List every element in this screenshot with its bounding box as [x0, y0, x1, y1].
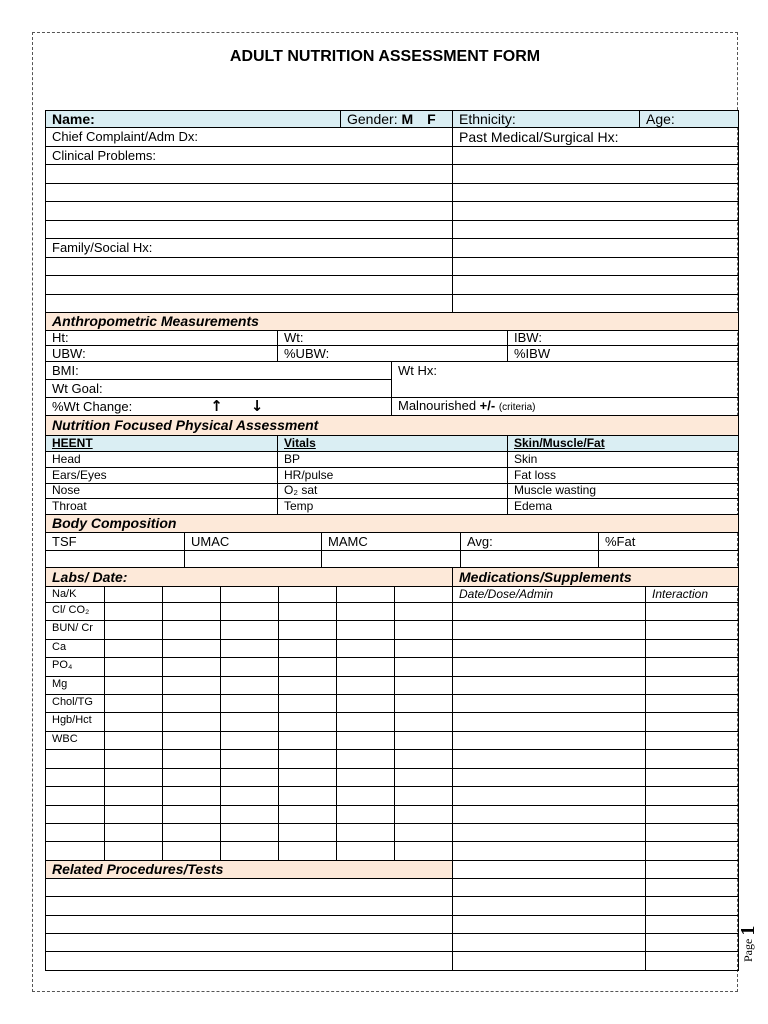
procedures-title: Related Procedures/Tests: [46, 860, 453, 878]
page-number: 1: [737, 925, 759, 936]
lab-blank-row: [46, 842, 739, 860]
lab-value-cell: [163, 713, 221, 731]
blank-cell: [46, 165, 453, 183]
lab-value-cell: [105, 824, 163, 842]
bmi-label: BMI:: [46, 362, 392, 380]
lab-row: [46, 639, 739, 657]
form-title: ADULT NUTRITION ASSESSMENT FORM: [229, 48, 541, 65]
pct-fat-label: %Fat: [599, 533, 739, 551]
medication-interaction-cell: [646, 713, 739, 731]
lab-label-cell: Na/K: [46, 586, 105, 602]
history-row: [46, 202, 739, 220]
pct-wt-change-label: %Wt Change:: [52, 399, 133, 415]
medication-date-cell: [453, 658, 646, 676]
medication-interaction-cell: [646, 787, 739, 805]
blank-cell: [453, 220, 739, 238]
lab-value-cell: [221, 695, 279, 713]
lab-value-cell: [279, 658, 337, 676]
lab-value-cell: [105, 639, 163, 657]
lab-value-cell: [337, 676, 395, 694]
heent-item: Throat: [46, 498, 278, 514]
anthropometric-row: [46, 346, 739, 362]
blank-cell: [322, 551, 461, 568]
history-row: [46, 294, 739, 312]
lab-value-cell: [279, 713, 337, 731]
medication-interaction-cell: [646, 695, 739, 713]
lab-value-cell: [105, 602, 163, 620]
body-composition-row: [46, 533, 739, 551]
page-number-label: [739, 912, 759, 962]
clinical-problems-label: Clinical Problems:: [46, 147, 453, 165]
labs-header-row: [46, 568, 739, 586]
lab-value-cell: [163, 768, 221, 786]
blank-cell: [453, 202, 739, 220]
skin-item: Edema: [508, 498, 739, 514]
procedure-row: [46, 897, 739, 915]
lab-value-cell: [279, 602, 337, 620]
lab-value-cell: [337, 639, 395, 657]
procedure-row: [46, 915, 739, 933]
ethnicity-label: Ethnicity:: [459, 110, 516, 127]
lab-row: [46, 658, 739, 676]
medication-date-cell: [453, 787, 646, 805]
blank-cell: [453, 257, 739, 275]
medication-date-cell: [453, 897, 646, 915]
lab-label-cell: [46, 842, 105, 860]
medication-interaction-cell: [646, 676, 739, 694]
procedure-cell: [46, 897, 453, 915]
lab-value-cell: [105, 695, 163, 713]
procedures-body: [46, 860, 739, 970]
history-row: [46, 220, 739, 238]
labs-body: [46, 586, 739, 860]
medication-interaction-cell: [646, 621, 739, 639]
ibw-label: IBW:: [508, 331, 739, 346]
lab-value-cell: [395, 658, 453, 676]
name-label: Name:: [52, 110, 95, 127]
lab-value-cell: [279, 842, 337, 860]
skin-item: Muscle wasting: [508, 483, 739, 498]
lab-value-cell: [279, 787, 337, 805]
lab-value-cell: [105, 750, 163, 768]
medication-date-cell: [453, 952, 646, 970]
procedure-row: [46, 934, 739, 952]
procedure-cell: [46, 915, 453, 933]
medication-date-cell: [453, 860, 646, 878]
medication-date-cell: [453, 713, 646, 731]
lab-label-cell: [46, 787, 105, 805]
arrow-up-icon: ↑: [210, 397, 223, 416]
anthropometric-title: Anthropometric Measurements: [46, 313, 739, 331]
blank-cell: [599, 551, 739, 568]
anthropometric-row: [46, 331, 739, 346]
arrow-down-icon: ↓: [250, 397, 264, 416]
lab-value-cell: [163, 658, 221, 676]
lab-value-cell: [395, 676, 453, 694]
lab-label-cell: [46, 750, 105, 768]
blank-cell: [46, 220, 453, 238]
medication-interaction-cell: [646, 658, 739, 676]
lab-value-cell: [395, 842, 453, 860]
lab-value-cell: [163, 787, 221, 805]
procedure-cell: [46, 934, 453, 952]
medication-date-cell: [453, 824, 646, 842]
lab-value-cell: [221, 842, 279, 860]
lab-row: [46, 621, 739, 639]
lab-label-cell: Ca: [46, 639, 105, 657]
lab-value-cell: [221, 824, 279, 842]
lab-value-cell: [163, 695, 221, 713]
lab-row: [46, 713, 739, 731]
lab-value-cell: [221, 676, 279, 694]
anthropometric-table: [45, 313, 739, 417]
lab-value-cell: [163, 750, 221, 768]
lab-value-cell: [163, 639, 221, 657]
lab-label-cell: BUN/ Cr: [46, 621, 105, 639]
history-row: [46, 147, 739, 165]
lab-value-cell: [221, 586, 279, 602]
procedure-cell: [46, 952, 453, 970]
lab-value-cell: [395, 731, 453, 749]
procedure-row: [46, 878, 739, 896]
labs-header-group: [46, 568, 739, 586]
age-label: Age:: [646, 110, 675, 127]
lab-value-cell: [221, 731, 279, 749]
lab-value-cell: [279, 639, 337, 657]
ubw-label: UBW:: [46, 346, 278, 362]
lab-value-cell: [105, 713, 163, 731]
lab-value-cell: [337, 824, 395, 842]
lab-blank-row: [46, 805, 739, 823]
blank-cell: [453, 239, 739, 257]
lab-value-cell: [337, 768, 395, 786]
lab-value-cell: [337, 586, 395, 602]
lab-value-cell: [163, 602, 221, 620]
anthropometric-row: [46, 362, 739, 380]
medication-interaction-cell: [646, 934, 739, 952]
lab-value-cell: [163, 842, 221, 860]
medication-date-cell: [453, 805, 646, 823]
lab-value-cell: [337, 731, 395, 749]
past-medical-label: Past Medical/Surgical Hx:: [453, 128, 739, 147]
medication-date-cell: [453, 915, 646, 933]
medication-interaction-cell: [646, 602, 739, 620]
blank-cell: [46, 183, 453, 201]
anthropometric-header-row: [46, 313, 739, 331]
lab-row: [46, 731, 739, 749]
lab-value-cell: [395, 768, 453, 786]
lab-value-cell: [279, 731, 337, 749]
vitals-item: Temp: [278, 498, 508, 514]
lab-value-cell: [105, 586, 163, 602]
lab-row: [46, 586, 739, 602]
heent-header: HEENT: [46, 435, 278, 451]
lab-label-cell: Mg: [46, 676, 105, 694]
malnourished-label: Malnourished: [398, 397, 477, 413]
medication-date-dose-header: Date/Dose/Admin: [453, 586, 646, 602]
medication-interaction-cell: [646, 824, 739, 842]
lab-value-cell: [163, 805, 221, 823]
medication-date-cell: [453, 639, 646, 657]
wt-change-cell: [46, 398, 392, 416]
medication-interaction-cell: [646, 768, 739, 786]
medication-interaction-cell: [646, 915, 739, 933]
lab-label-cell: Hgb/Hct: [46, 713, 105, 731]
blank-cell: [453, 165, 739, 183]
vitals-item: BP: [278, 451, 508, 467]
tsf-label: TSF: [46, 533, 185, 551]
lab-value-cell: [395, 586, 453, 602]
wt-label: Wt:: [278, 331, 508, 346]
vitals-header: Vitals: [278, 435, 508, 451]
lab-value-cell: [163, 731, 221, 749]
lab-row: [46, 695, 739, 713]
lab-value-cell: [279, 750, 337, 768]
medication-interaction-cell: [646, 750, 739, 768]
medication-interaction-cell: [646, 805, 739, 823]
lab-value-cell: [221, 787, 279, 805]
name-cell: [46, 111, 341, 128]
lab-value-cell: [279, 768, 337, 786]
lab-value-cell: [105, 676, 163, 694]
procedures-header-row: [46, 860, 739, 878]
criteria-label: (criteria): [498, 401, 536, 413]
skin-item: Fat loss: [508, 467, 739, 483]
blank-cell: [461, 551, 599, 568]
medication-interaction-cell: [646, 897, 739, 915]
lab-value-cell: [395, 805, 453, 823]
physical-assessment-row: [46, 498, 739, 514]
gender-label: Gender:: [347, 110, 398, 127]
medication-interaction-cell: [646, 639, 739, 657]
lab-value-cell: [395, 824, 453, 842]
wt-goal-label: Wt Goal:: [46, 380, 392, 398]
skin-item: Skin: [508, 451, 739, 467]
avg-label: Avg:: [461, 533, 599, 551]
heent-item: Ears/Eyes: [46, 467, 278, 483]
pct-ibw-label: %IBW: [508, 346, 739, 362]
patient-history-table: [45, 110, 739, 313]
vitals-item: O₂ sat: [278, 483, 508, 498]
blank-cell: [185, 551, 322, 568]
lab-value-cell: [221, 750, 279, 768]
lab-value-cell: [279, 805, 337, 823]
medication-date-cell: [453, 602, 646, 620]
anthropometric-row: [46, 398, 739, 416]
lab-value-cell: [337, 602, 395, 620]
history-row: [46, 257, 739, 275]
lab-value-cell: [221, 621, 279, 639]
patient-header-row: [46, 111, 739, 128]
medication-interaction-cell: [646, 878, 739, 896]
lab-label-cell: Cl/ CO₂: [46, 602, 105, 620]
physical-assessment-row: [46, 451, 739, 467]
labs-title: Labs/ Date:: [46, 568, 453, 586]
lab-value-cell: [337, 750, 395, 768]
physical-assessment-header-row: [46, 416, 739, 435]
lab-blank-row: [46, 787, 739, 805]
lab-value-cell: [279, 695, 337, 713]
lab-value-cell: [163, 586, 221, 602]
blank-cell: [453, 147, 739, 165]
history-row: [46, 128, 739, 147]
lab-value-cell: [395, 713, 453, 731]
lab-value-cell: [105, 842, 163, 860]
lab-value-cell: [337, 621, 395, 639]
blank-cell: [46, 202, 453, 220]
history-row: [46, 239, 739, 257]
body-composition-title: Body Composition: [46, 515, 739, 533]
lab-value-cell: [337, 695, 395, 713]
lab-value-cell: [105, 787, 163, 805]
lab-label-cell: Chol/TG: [46, 695, 105, 713]
lab-value-cell: [221, 713, 279, 731]
lab-value-cell: [221, 639, 279, 657]
lab-value-cell: [221, 768, 279, 786]
history-row: [46, 165, 739, 183]
lab-value-cell: [395, 695, 453, 713]
medication-date-cell: [453, 750, 646, 768]
heent-item: Head: [46, 451, 278, 467]
blank-cell: [46, 276, 453, 294]
physical-assessment-row: [46, 483, 739, 498]
lab-row: [46, 676, 739, 694]
lab-value-cell: [279, 824, 337, 842]
mamc-label: MAMC: [322, 533, 461, 551]
history-row: [46, 276, 739, 294]
physical-assessment-table: [45, 416, 739, 515]
lab-value-cell: [105, 768, 163, 786]
ethnicity-cell: [453, 111, 640, 128]
lab-value-cell: [163, 621, 221, 639]
lab-blank-row: [46, 750, 739, 768]
plus-minus-label: +/-: [479, 397, 496, 413]
body-composition-row: [46, 551, 739, 568]
lab-value-cell: [279, 676, 337, 694]
body-composition-header-row: [46, 515, 739, 533]
physical-assessment-title: Nutrition Focused Physical Assessment: [46, 416, 739, 435]
medication-interaction-cell: [646, 860, 739, 878]
lab-value-cell: [337, 805, 395, 823]
procedure-cell: [46, 878, 453, 896]
labs-medications-table: [45, 568, 739, 970]
medication-date-cell: [453, 768, 646, 786]
blank-cell: [453, 183, 739, 201]
heent-item: Nose: [46, 483, 278, 498]
medication-date-cell: [453, 731, 646, 749]
gender-option-f: F: [427, 110, 436, 127]
lab-value-cell: [221, 658, 279, 676]
assessment-form: [45, 110, 738, 971]
lab-value-cell: [105, 731, 163, 749]
physical-assessment-column-row: [46, 435, 739, 451]
pct-ubw-label: %UBW:: [278, 346, 508, 362]
history-row: [46, 183, 739, 201]
medication-interaction-cell: [646, 952, 739, 970]
blank-cell: [46, 257, 453, 275]
lab-value-cell: [105, 621, 163, 639]
lab-value-cell: [395, 602, 453, 620]
lab-value-cell: [279, 621, 337, 639]
umac-label: UMAC: [185, 533, 322, 551]
medication-interaction-header: Interaction: [646, 586, 739, 602]
medication-date-cell: [453, 621, 646, 639]
procedure-row: [46, 952, 739, 970]
lab-value-cell: [279, 586, 337, 602]
malnourished-cell: [392, 398, 739, 416]
chief-complaint-label: Chief Complaint/Adm Dx:: [46, 128, 453, 147]
body-composition-table: [45, 515, 739, 569]
lab-value-cell: [337, 713, 395, 731]
lab-label-cell: [46, 824, 105, 842]
medication-date-cell: [453, 934, 646, 952]
ht-label: Ht:: [46, 331, 278, 346]
physical-assessment-row: [46, 467, 739, 483]
lab-label-cell: [46, 768, 105, 786]
lab-value-cell: [105, 658, 163, 676]
medication-date-cell: [453, 842, 646, 860]
lab-blank-row: [46, 768, 739, 786]
medication-interaction-cell: [646, 731, 739, 749]
medications-title: Medications/Supplements: [453, 568, 739, 586]
lab-value-cell: [221, 805, 279, 823]
lab-value-cell: [163, 824, 221, 842]
blank-cell: [46, 551, 185, 568]
lab-label-cell: PO₄: [46, 658, 105, 676]
blank-cell: [453, 294, 739, 312]
gender-option-m: M: [401, 110, 414, 127]
lab-blank-row: [46, 824, 739, 842]
family-social-label: Family/Social Hx:: [46, 239, 453, 257]
lab-value-cell: [337, 787, 395, 805]
medication-interaction-cell: [646, 842, 739, 860]
medication-date-cell: [453, 676, 646, 694]
skin-muscle-fat-header: Skin/Muscle/Fat: [508, 435, 739, 451]
lab-row: [46, 602, 739, 620]
lab-value-cell: [163, 676, 221, 694]
lab-label-cell: WBC: [46, 731, 105, 749]
page-label: Page: [741, 938, 755, 962]
lab-value-cell: [337, 658, 395, 676]
blank-cell: [453, 276, 739, 294]
vitals-item: HR/pulse: [278, 467, 508, 483]
medication-date-cell: [453, 878, 646, 896]
lab-label-cell: [46, 805, 105, 823]
lab-value-cell: [395, 639, 453, 657]
age-cell: [640, 111, 739, 128]
gender-cell: [341, 111, 453, 128]
lab-value-cell: [395, 621, 453, 639]
lab-value-cell: [221, 602, 279, 620]
lab-value-cell: [337, 842, 395, 860]
medication-date-cell: [453, 695, 646, 713]
blank-cell: [46, 294, 453, 312]
wt-hx-label: Wt Hx:: [392, 362, 739, 398]
lab-value-cell: [395, 787, 453, 805]
lab-value-cell: [395, 750, 453, 768]
lab-value-cell: [105, 805, 163, 823]
